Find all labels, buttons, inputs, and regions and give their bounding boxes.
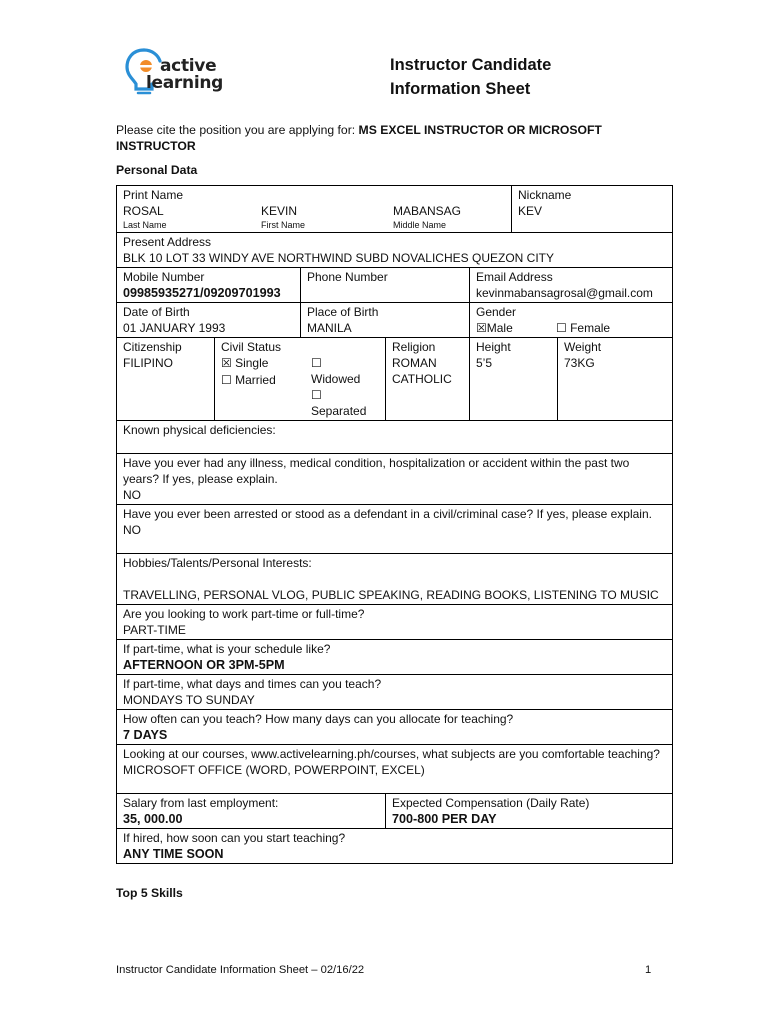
- salary-cell: [117, 794, 386, 829]
- schedule-question: If part-time, what is your schedule like?: [123, 642, 331, 656]
- print-name-label: Print Name: [123, 188, 184, 202]
- often-cell: [117, 710, 673, 745]
- often-answer: 7 DAYS: [123, 728, 168, 742]
- height-label: Height: [476, 340, 511, 354]
- gender-cell: [470, 303, 673, 338]
- email-cell: [470, 268, 673, 303]
- first-name-label: First Name: [261, 220, 306, 230]
- courses-cell: [117, 745, 673, 794]
- civil-separated-label: Separated: [311, 404, 367, 418]
- arrest-cell: [117, 505, 673, 554]
- contact-row: [117, 268, 673, 303]
- personal-data-table: [116, 185, 673, 864]
- start-cell: [117, 829, 673, 864]
- religion-cell: [386, 338, 470, 421]
- top-skills-heading: Top 5 Skills: [116, 886, 183, 900]
- arrest-row: [117, 505, 673, 554]
- dob-cell: [117, 303, 301, 338]
- address-value: BLK 10 LOT 33 WINDY AVE NORTHWIND SUBD NOVALICHES QUEZON CITY: [123, 251, 554, 265]
- illness-cell: [117, 454, 673, 505]
- salary-label: Salary from last employment:: [123, 796, 279, 810]
- pob-value: MANILA: [307, 321, 352, 335]
- title-line-1: Instructor Candidate: [390, 56, 552, 74]
- gender-male-checkbox: ☒Male: [476, 321, 513, 335]
- height-cell: [470, 338, 558, 421]
- days-row: [117, 675, 673, 710]
- address-cell: [117, 233, 673, 268]
- nickname-label: Nickname: [518, 188, 572, 202]
- name-row: [117, 186, 673, 233]
- weight-label: Weight: [564, 340, 602, 354]
- civil-separated-checkbox: ☐: [311, 388, 322, 402]
- gender-label: Gender: [476, 305, 517, 319]
- expected-cell: [386, 794, 673, 829]
- civil-status-cell: [215, 338, 386, 421]
- title-line-2: Information Sheet: [390, 80, 531, 98]
- email-value: kevinmabansagrosal@gmail.com: [476, 286, 653, 300]
- often-row: [117, 710, 673, 745]
- expected-label: Expected Compensation (Daily Rate): [392, 796, 590, 810]
- print-name-cell: [117, 186, 512, 233]
- birth-row: [117, 303, 673, 338]
- phone-cell: [301, 268, 470, 303]
- logo-word-active: active: [160, 56, 217, 76]
- worktype-question: Are you looking to work part-time or full-time?: [123, 607, 365, 621]
- days-answer: MONDAYS TO SUNDAY: [123, 693, 255, 707]
- document-title: [390, 53, 670, 101]
- start-answer: ANY TIME SOON: [123, 847, 224, 861]
- citizenship-cell: [117, 338, 215, 421]
- start-row: [117, 829, 673, 864]
- arrest-question: Have you ever been arrested or stood as a defendant in a civil/criminal case? If yes, please explain.: [123, 507, 652, 521]
- expected-value: 700-800 PER DAY: [392, 812, 497, 826]
- address-label: Present Address: [123, 235, 212, 249]
- civil-single-checkbox: ☒ Single: [221, 356, 269, 370]
- arrest-answer: NO: [123, 523, 141, 537]
- worktype-cell: [117, 605, 673, 640]
- illness-answer: NO: [123, 488, 141, 502]
- religion-value: ROMAN CATHOLIC: [392, 356, 452, 386]
- mobile-value: 09985935271/09209701993: [123, 286, 281, 300]
- civil-widowed-label: Widowed: [311, 372, 361, 386]
- illness-question: Have you ever had any illness, medical condition, hospitalization or accident within the past two years? If yes, please explain.: [123, 456, 630, 486]
- worktype-answer: PART-TIME: [123, 623, 186, 637]
- deficiencies-label: Known physical deficiencies:: [123, 423, 276, 437]
- compensation-row: [117, 794, 673, 829]
- courses-answer: MICROSOFT OFFICE (WORD, POWERPOINT, EXCEL): [123, 763, 425, 777]
- mobile-cell: [117, 268, 301, 303]
- middle-name-label: Middle Name: [393, 220, 447, 230]
- courses-question: Looking at our courses, www.activelearning.ph/courses, what subjects are you comfortable teaching?: [123, 747, 660, 761]
- hobbies-row: [117, 554, 673, 605]
- start-question: If hired, how soon can you start teaching?: [123, 831, 346, 845]
- position-prompt: Please cite the position you are applying for:: [116, 123, 359, 137]
- days-question: If part-time, what days and times can you teach?: [123, 677, 382, 691]
- height-value: 5’5: [476, 356, 493, 370]
- gender-female-checkbox: ☐ Female: [556, 321, 611, 335]
- worktype-row: [117, 605, 673, 640]
- weight-value: 73KG: [564, 356, 595, 370]
- active-learning-logo: [124, 46, 234, 98]
- salary-value: 35, 000.00: [123, 812, 183, 826]
- pob-cell: [301, 303, 470, 338]
- illness-row: [117, 454, 673, 505]
- personal-data-heading: Personal Data: [116, 163, 198, 177]
- phone-label: Phone Number: [307, 270, 388, 284]
- middle-name-value: MABANSAG: [393, 204, 462, 218]
- address-row: [117, 233, 673, 268]
- schedule-row: [117, 640, 673, 675]
- weight-cell: [558, 338, 673, 421]
- hobbies-cell: [117, 554, 673, 605]
- email-label: Email Address: [476, 270, 553, 284]
- citizenship-value: FILIPINO: [123, 356, 174, 370]
- often-question: How often can you teach? How many days can you allocate for teaching?: [123, 712, 514, 726]
- days-cell: [117, 675, 673, 710]
- page-number: 1: [645, 964, 652, 976]
- logo-word-learning: learning: [146, 73, 224, 93]
- deficiencies-row: [117, 421, 673, 454]
- position-value: MS EXCEL INSTRUCTOR OR MICROSOFT INSTRUCTOR: [116, 123, 602, 153]
- nickname-cell: [512, 186, 673, 233]
- religion-label: Religion: [392, 340, 436, 354]
- citizenship-row: [117, 338, 673, 421]
- mobile-label: Mobile Number: [123, 270, 205, 284]
- civil-widowed-checkbox: ☐: [311, 356, 322, 370]
- dob-label: Date of Birth: [123, 305, 190, 319]
- schedule-cell: [117, 640, 673, 675]
- position-applied: [116, 122, 672, 154]
- courses-row: [117, 745, 673, 794]
- civil-married-checkbox: ☐ Married: [221, 373, 276, 387]
- citizenship-label: Citizenship: [123, 340, 182, 354]
- deficiencies-cell: [117, 421, 673, 454]
- hobbies-answer: TRAVELLING, PERSONAL VLOG, PUBLIC SPEAKING, READING BOOKS, LISTENING TO MUSIC: [123, 588, 659, 602]
- hobbies-question: Hobbies/Talents/Personal Interests:: [123, 556, 312, 570]
- first-name-value: KEVIN: [261, 204, 298, 218]
- civil-status-label: Civil Status: [221, 340, 282, 354]
- pob-label: Place of Birth: [307, 305, 379, 319]
- last-name-value: ROSAL: [123, 204, 164, 218]
- schedule-answer: AFTERNOON OR 3PM-5PM: [123, 658, 285, 672]
- dob-value: 01 JANUARY 1993: [123, 321, 226, 335]
- footer-text: Instructor Candidate Information Sheet – 02/16/22: [116, 964, 365, 976]
- last-name-label: Last Name: [123, 220, 167, 230]
- nickname-value: KEV: [518, 204, 543, 218]
